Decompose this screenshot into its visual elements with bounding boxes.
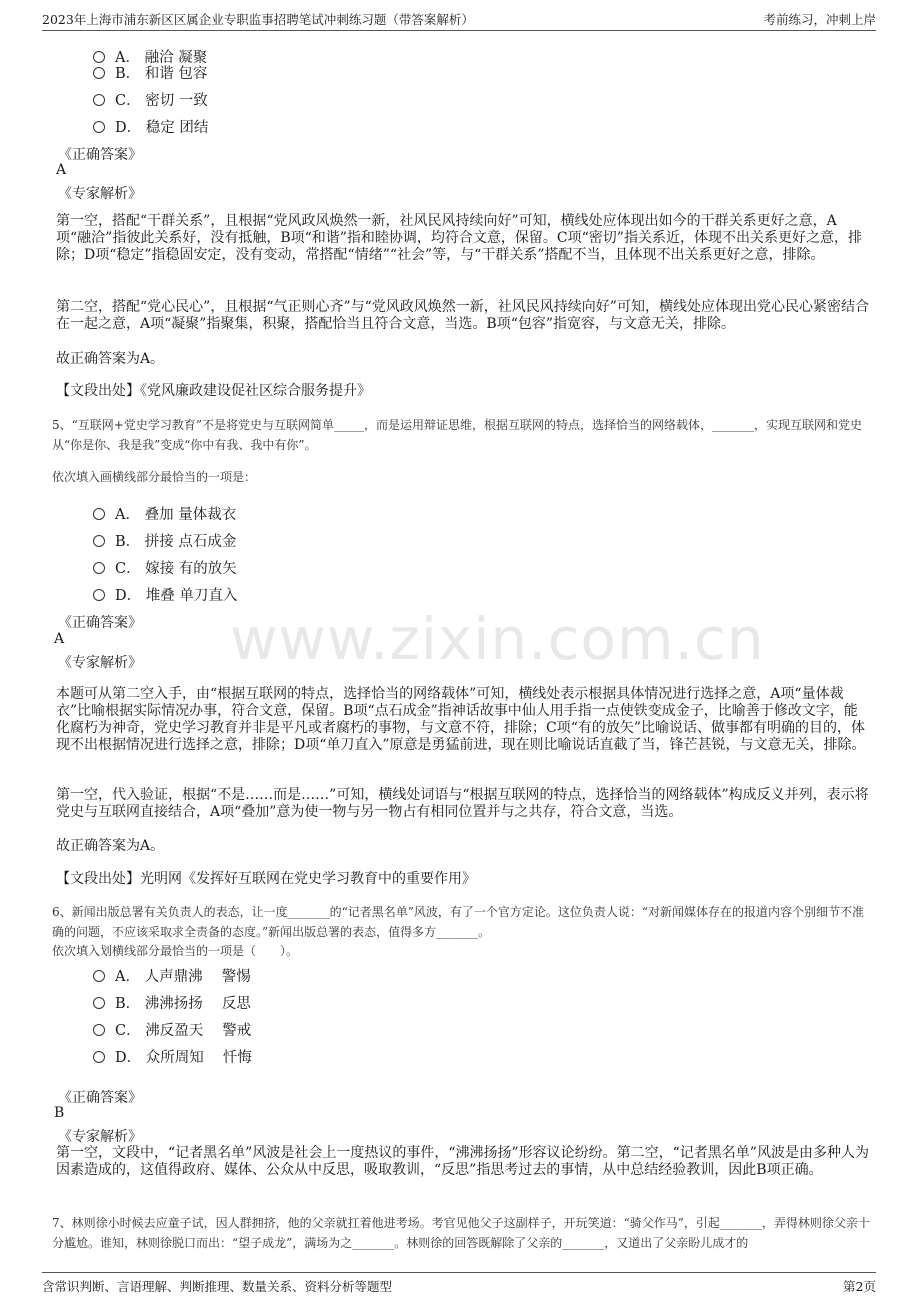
radio-icon[interactable] bbox=[93, 51, 105, 63]
radio-icon[interactable] bbox=[93, 94, 105, 106]
page-footer bbox=[42, 1272, 876, 1299]
q4-analysis-p1: 第一空，搭配“干群关系”，且根据“党风政风焕然一新，社风民风持续向好”可知，横线处应体现出如今的干群关系更好之意，A项“融洽”指彼此关系好，没有抵触，B项“和谐”指和睦协调，均符合文意，保留。C项“密切”指关系近，体现不出关系更好之意，排除；D项“稳定”指稳固安定，没有变动，常搭配“情绪”“社会”等，与“干群关系”搭配不当，且体现不出关系更好之意，排除。 bbox=[56, 213, 862, 263]
watermark: www.zixin.com.cn bbox=[230, 605, 765, 673]
option-label: A． 叠加 量体裁衣 bbox=[115, 507, 237, 523]
q5-source: 【文段出处】光明网《发挥好互联网在党史学习教育中的重要作用》 bbox=[56, 871, 476, 887]
q5-option-a[interactable] bbox=[93, 503, 236, 524]
q5-analysis-p2: 第一空，代入验证，根据“不是……而是……”可知，横线处词语与“根据互联网的特点，选择恰当的网络载体”构成反义并列，表示将党史与互联网直接结合，A项“叠加”意为使一物与另一物占有相同位置并与之共存，符合文意，当选。 bbox=[56, 787, 869, 820]
q4-answer: A bbox=[56, 162, 67, 178]
q5-option-d[interactable] bbox=[93, 584, 237, 605]
q5-analysis-p1: 本题可从第二空入手，由“根据互联网的特点，选择恰当的网络载体”可知，横线处表示根据具体情况进行选择之意，A项“量体裁衣”比喻根据实际情况办事，符合文意，保留。B项“点石成金”指神话故事中仙人用手指一点使铁变成金子，比喻善于修改文字，能化腐朽为神奇，党史学习教育并非是平凡或者腐朽的事物，与文意不符，排除；C项“有的放矢”比喻说话、做事都有明确的目的，体现不出根据情况进行选择之意，排除；D项“单刀直入”原意是勇猛前进，现在则比喻说话直截了当，锋芒甚锐，与文意无关，排除。 bbox=[56, 686, 866, 753]
q6-option-a[interactable] bbox=[93, 965, 251, 986]
q6-instruction: 依次填入划横线部分最恰当的一项是（ ）。 bbox=[52, 944, 299, 958]
q4-analysis-label: 《专家解析》 bbox=[58, 186, 142, 202]
option-label: D． 众所周知 忏悔 bbox=[115, 1050, 252, 1066]
q6-analysis-label: 《专家解析》 bbox=[58, 1129, 142, 1145]
q5-answer: A bbox=[54, 631, 65, 647]
page-header bbox=[42, 10, 876, 31]
q7-stem: 7、林则徐小时候去应童子试，因人群拥挤，他的父亲就扛着他进考场。考官见他父子这副样子，开玩笑道：“骑父作马”，引起_______，弄得林则徐父亲十分尴尬。谁知，林则徐脱口而出：“望子成龙”，满场为之_______。林则徐的回答既解除了父亲的_______，又道出了父亲盼儿成才的 bbox=[52, 1216, 870, 1250]
q5-instruction: 依次填入画横线部分最恰当的一项是： bbox=[52, 470, 257, 484]
q4-conclusion: 故正确答案为A。 bbox=[56, 351, 165, 367]
q5-stem: 5、“互联网+党史学习教育”不是将党史与互联网简单_____，而是运用辩证思维，根据互联网的特点，选择恰当的网络载体，_______，实现互联网和党史从“你是你、我是我”变成“你中有我、我中有你”。 bbox=[52, 418, 862, 452]
header-title: 2023年上海市浦东新区区属企业专职监事招聘笔试冲刺练习题（带答案解析） bbox=[42, 12, 474, 27]
q5-analysis-label: 《专家解析》 bbox=[58, 655, 142, 671]
q6-option-b[interactable] bbox=[93, 992, 251, 1013]
q6-analysis-p1: 第一空，文段中，“记者黑名单”风波是社会上一度热议的事件，“沸沸扬扬”形容议论纷纷。第二空，“记者黑名单”风波是由多种人为因素造成的，这值得政府、媒体、公众从中反思，吸取教训，“反思”指思考过去的事情，从中总结经验教训，因此B项正确。 bbox=[56, 1145, 869, 1178]
option-label: B． 沸沸扬扬 反思 bbox=[115, 996, 251, 1012]
option-label: D． 稳定 团结 bbox=[115, 120, 209, 136]
option-label: C． 沸反盈天 警戒 bbox=[115, 1023, 252, 1039]
q4-analysis-p2: 第二空，搭配“党心民心”，且根据“气正则心齐”与“党风政风焕然一新，社风民风持续向好”可知，横线处应体现出党心民心紧密结合在一起之意，A项“凝聚”指聚集，积聚，搭配恰当且符合文意，当选。B项“包容”指宽容，与文意无关，排除。 bbox=[56, 299, 869, 332]
q6-answer-label: 《正确答案》 bbox=[58, 1090, 142, 1106]
q4-option-d[interactable] bbox=[93, 116, 208, 137]
option-label: D． 堆叠 单刀直入 bbox=[115, 588, 238, 604]
q4-option-c[interactable] bbox=[93, 89, 208, 110]
q4-option-b[interactable] bbox=[93, 62, 207, 83]
q6-option-c[interactable] bbox=[93, 1019, 251, 1040]
radio-icon[interactable] bbox=[93, 562, 105, 574]
radio-icon[interactable] bbox=[93, 508, 105, 520]
page-number: 第2页 bbox=[843, 1279, 876, 1294]
q6-option-d[interactable] bbox=[93, 1046, 252, 1067]
q5-conclusion: 故正确答案为A。 bbox=[56, 838, 165, 854]
radio-icon[interactable] bbox=[93, 67, 105, 79]
q4-answer-label: 《正确答案》 bbox=[58, 147, 142, 163]
option-label: C． 嫁接 有的放矢 bbox=[115, 561, 237, 577]
q5-option-b[interactable] bbox=[93, 530, 236, 551]
option-label: B． 和谐 包容 bbox=[115, 66, 208, 82]
option-label: C． 密切 一致 bbox=[115, 93, 208, 109]
radio-icon[interactable] bbox=[93, 1024, 105, 1036]
q6-stem: 6、新闻出版总署有关负责人的表态，让一度_______的“记者黑名单”风波，有了一个官方定论。这位负责人说：“对新闻媒体存在的报道内容个别细节不准确的问题，不应该采取求全责备的态度。”新闻出版总署的表态，值得多方_______。 bbox=[52, 905, 865, 939]
q4-source: 【文段出处】《党风廉政建设促社区综合服务提升》 bbox=[56, 383, 371, 399]
footer-note: 含常识判断、言语理解、判断推理、数量关系、资料分析等题型 bbox=[42, 1279, 393, 1294]
radio-icon[interactable] bbox=[93, 970, 105, 982]
q5-answer-label: 《正确答案》 bbox=[58, 615, 142, 631]
q5-option-c[interactable] bbox=[93, 557, 237, 578]
radio-icon[interactable] bbox=[93, 997, 105, 1009]
radio-icon[interactable] bbox=[93, 589, 105, 601]
header-slogan: 考前练习，冲刺上岸 bbox=[763, 12, 876, 27]
radio-icon[interactable] bbox=[93, 535, 105, 547]
radio-icon[interactable] bbox=[93, 1051, 105, 1063]
radio-icon[interactable] bbox=[93, 121, 105, 133]
option-label: B． 拼接 点石成金 bbox=[115, 534, 237, 550]
option-label: A． 人声鼎沸 警惕 bbox=[115, 969, 251, 985]
option-label: A． 融洽 凝聚 bbox=[115, 50, 208, 66]
q6-answer: B bbox=[54, 1105, 65, 1121]
